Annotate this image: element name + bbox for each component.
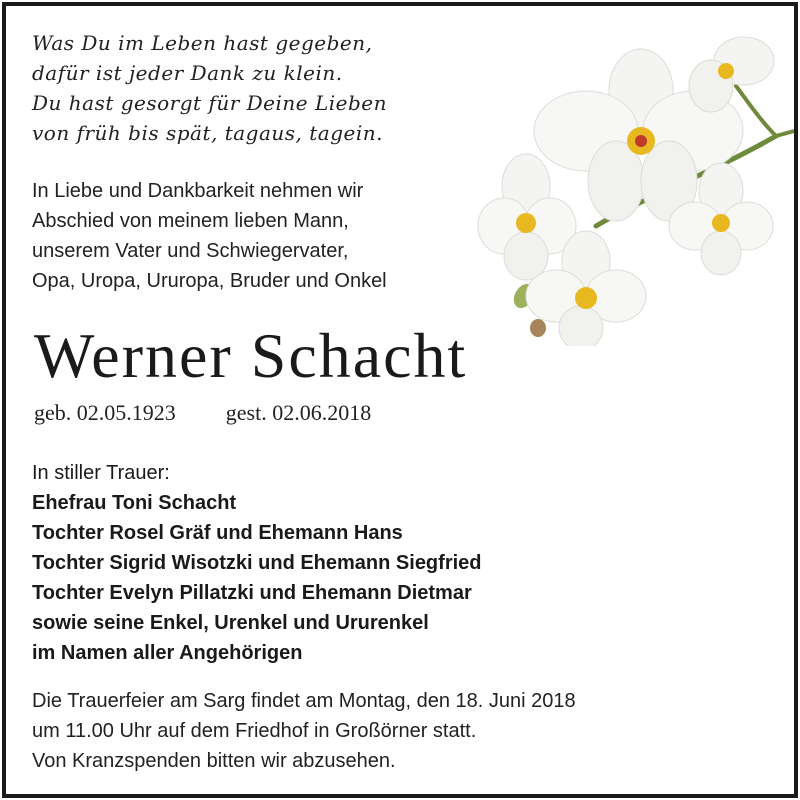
service-line: um 11.00 Uhr auf dem Friedhof in Großörner statt. — [32, 720, 477, 742]
death-date: gest. 02.06.2018 — [225, 400, 372, 425]
orchid-flower-icon — [476, 26, 796, 346]
mourner-line: Tochter Rosel Gräf und Ehemann Hans — [32, 522, 403, 544]
deceased-name: Werner Schacht — [34, 320, 468, 391]
intro-line: Abschied von meinem lieben Mann, — [32, 210, 349, 232]
poem-line: dafür ist jeder Dank zu klein. — [32, 61, 343, 85]
poem-line: von früh bis spät, tagaus, tagein. — [32, 121, 384, 145]
poem — [32, 28, 387, 148]
mourner-line: Tochter Sigrid Wisotzki und Ehemann Siegfried — [32, 552, 482, 574]
service-info — [32, 686, 576, 776]
mourner-line: sowie seine Enkel, Urenkel und Ururenkel — [32, 612, 429, 634]
life-dates — [34, 398, 371, 428]
intro-text — [32, 176, 387, 296]
intro-line: unserem Vater und Schwiegervater, — [32, 240, 349, 262]
mourner-line: Tochter Evelyn Pillatzki und Ehemann Dietmar — [32, 582, 472, 604]
mourners-heading: In stiller Trauer: — [32, 462, 170, 484]
mourner-line: im Namen aller Angehörigen — [32, 642, 303, 664]
service-line: Die Trauerfeier am Sarg findet am Montag, den 18. Juni 2018 — [32, 690, 576, 712]
mourners-list — [32, 458, 482, 668]
mourner-line: Ehefrau Toni Schacht — [32, 492, 237, 514]
intro-line: In Liebe und Dankbarkeit nehmen wir — [32, 180, 364, 202]
intro-line: Opa, Uropa, Ururopa, Bruder und Onkel — [32, 270, 387, 292]
poem-line: Du hast gesorgt für Deine Lieben — [32, 91, 388, 115]
obituary-frame — [2, 2, 798, 798]
birth-date: geb. 02.05.1923 — [34, 400, 176, 425]
service-line: Von Kranzspenden bitten wir abzusehen. — [32, 750, 396, 772]
poem-line: Was Du im Leben hast gegeben, — [32, 31, 373, 55]
